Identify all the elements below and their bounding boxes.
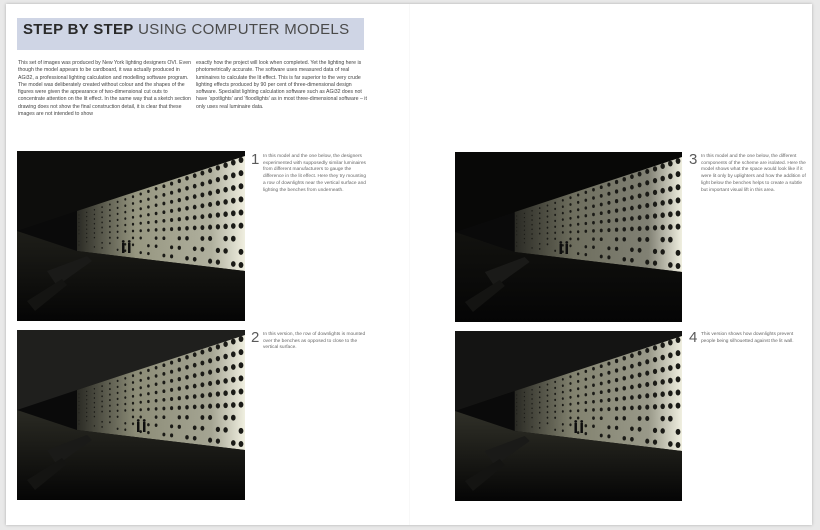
render-image-4 bbox=[455, 331, 682, 501]
page-title-light: USING COMPUTER MODELS bbox=[138, 21, 350, 38]
intro-paragraph-col2: exactly how the project will look when completed. Yet the lighting here is photometrically accurate. The software uses measured data of real luminaires to calculate the lit effect. This is far superior to the very crude lighting effects produced by 90 per cent of three-dimensional design software. Specialist lighting calculation software such as AGi32 does not have ‘spotlights’ and ‘floodlights’ as in most three-dimensional software – it only uses real luminaire data. bbox=[196, 60, 367, 110]
render-image-3 bbox=[455, 152, 682, 322]
caption-number-2: 2 bbox=[251, 329, 260, 346]
render-image-2 bbox=[17, 330, 245, 500]
caption-text-2: In this version, the row of downlights is mounted over the benches as opposed to close to the vertical surface. bbox=[263, 332, 366, 351]
caption-number-4: 4 bbox=[689, 329, 698, 346]
caption-text-3: In this model and the one below, the different components of the scheme are isolated. Here the model shows what the space would look like if it were lit only by uplighters and how the addition of light below the benches helps to create a subtle but important visual lift in this area. bbox=[701, 154, 806, 193]
caption-text-1: In this model and the one below, the designers experimented with supposedly similar luminaires from different manufacturers to gauge the difference in the lit effect. Here they try mounting a row of downlights near the vertical surface and lighting the benches from underneath. bbox=[263, 154, 367, 193]
caption-text-4: This version shows how downlights prevent people being silhouetted against the lit wall. bbox=[701, 332, 794, 344]
caption-number-1: 1 bbox=[251, 151, 260, 168]
render-svg bbox=[17, 330, 245, 500]
render-svg bbox=[17, 151, 245, 321]
page-gutter bbox=[409, 4, 410, 525]
intro-paragraph-col1: This set of images was produced by New York lighting designers OVI. Even though the model appears to be cardboard, it was actually produced in AGi32, a professional lighting calculation and modelling software program. The model was deliberately created without colour and the shapes of the figures were given the appearance of two-dimensional cut outs to concentrate attention on the lit effect. In the same way that a sketch section drawing does not show the final construction detail, it is clear that these images are not intended to show bbox=[18, 60, 192, 118]
render-svg bbox=[455, 331, 682, 501]
page-title-bold: STEP BY STEP bbox=[23, 21, 134, 38]
render-svg bbox=[455, 152, 682, 322]
render-image-1 bbox=[17, 151, 245, 321]
caption-number-3: 3 bbox=[689, 151, 698, 168]
page-title bbox=[23, 21, 349, 39]
